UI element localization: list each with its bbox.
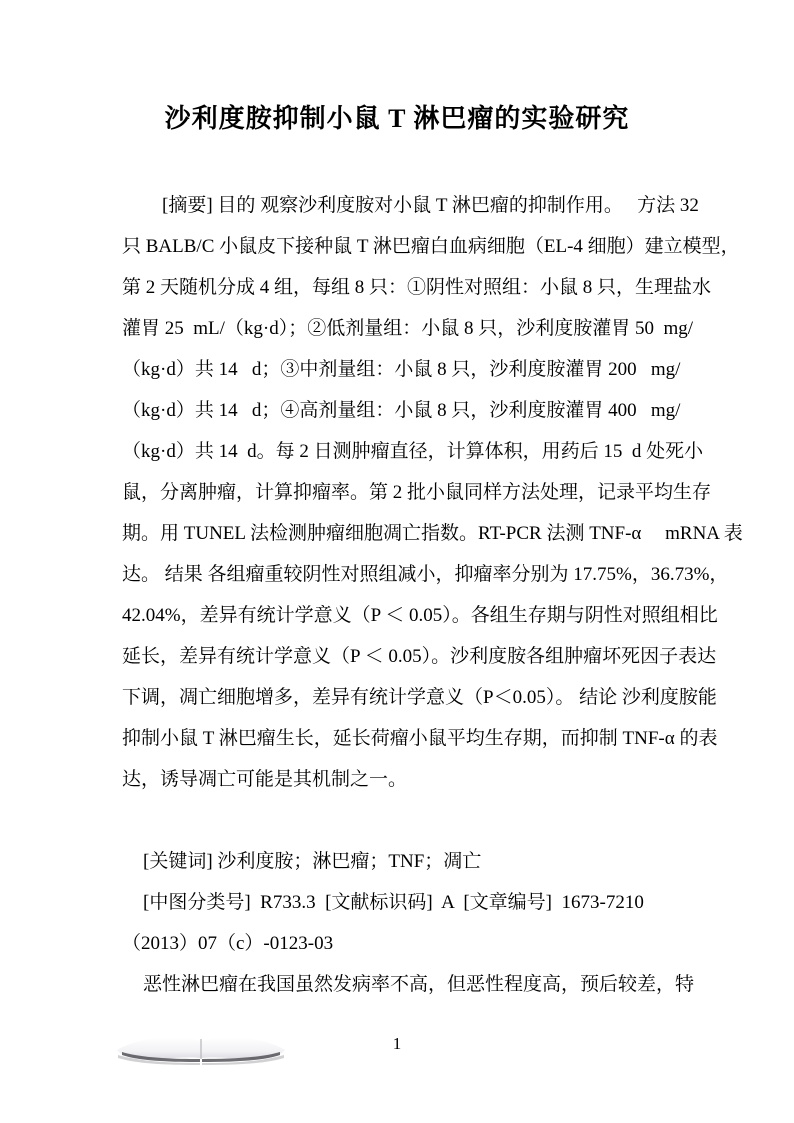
abstract-line: 灌胃 25 mL/（kg·d）；②低剂量组：小鼠 8 只，沙利度胺灌胃 50 mg/ xyxy=(122,318,694,339)
blank-line xyxy=(122,800,708,841)
abstract-line: 达，诱导凋亡可能是其机制之一。 xyxy=(122,769,408,790)
intro-first-line: 恶性淋巴瘤在我国虽然发病率不高，但恶性程度高，预后较差，特 xyxy=(143,974,695,995)
abstract-line: （kg·d）共 14 d；③中剂量组：小鼠 8 只，沙利度胺灌胃 200 mg/ xyxy=(122,359,681,380)
abstract-line: 延长，差异有统计学意义（P ＜ 0.05）。沙利度胺各组肿瘤坏死因子表达 xyxy=(122,646,717,667)
abstract-line: 期。用 TUNEL 法检测肿瘤细胞凋亡指数。RT-PCR 法测 TNF-α mRNA 表 xyxy=(122,523,743,544)
abstract-line: 只 BALB/C 小鼠皮下接种鼠 T 淋巴瘤白血病细胞（EL-4 细胞）建立模型， xyxy=(122,236,740,257)
abstract-line: （kg·d）共 14 d。每 2 日测肿瘤直径，计算体积，用药后 15 d 处死小 xyxy=(122,441,704,462)
abstract-line: 达。 结果 各组瘤重较阴性对照组减小，抑瘤率分别为 17.75%，36.73%， xyxy=(122,564,729,585)
abstract-block xyxy=(122,185,743,1005)
page-number: 1 xyxy=(392,1034,402,1053)
keywords-line: [关键词] 沙利度胺；淋巴瘤；TNF；凋亡 xyxy=(143,851,482,872)
abstract-line: （kg·d）共 14 d；④高剂量组：小鼠 8 只，沙利度胺灌胃 400 mg/ xyxy=(122,400,681,421)
classification-line: [中图分类号] R733.3 [文献标识码] A [文章编号] 1673-7210 xyxy=(143,892,644,913)
abstract-line: 第 2 天随机分成 4 组，每组 8 只：①阴性对照组：小鼠 8 只，生理盐水 xyxy=(122,277,712,298)
abstract-line: [摘要] 目的 观察沙利度胺对小鼠 T 淋巴瘤的抑制作用。 方法 32 xyxy=(162,195,699,216)
abstract-line: 鼠，分离肿瘤，计算抑瘤率。第 2 批小鼠同样方法处理，记录平均生存 xyxy=(122,482,712,503)
page-title: 沙利度胺抑制小鼠 T 淋巴瘤的实验研究 xyxy=(164,104,630,133)
abstract-line: 抑制小鼠 T 淋巴瘤生长，延长荷瘤小鼠平均生存期，而抑制 TNF-α 的表 xyxy=(122,728,718,749)
abstract-line: 42.04%，差异有统计学意义（P ＜ 0.05）。各组生存期与阴性对照组相比 xyxy=(122,605,718,626)
article-number-line: （2013）07（c）-0123-03 xyxy=(122,933,334,954)
abstract-line: 下调，凋亡细胞增多，差异有统计学意义（P＜0.05）。 结论 沙利度胺能 xyxy=(122,687,717,708)
